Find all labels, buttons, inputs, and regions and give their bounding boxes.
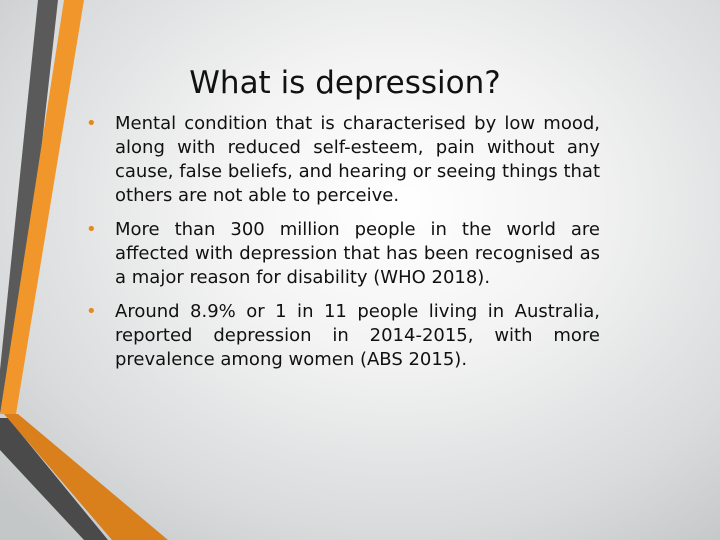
bullet-item [86, 300, 600, 372]
bullet-text: Around 8.9% or 1 in 11 people living in Australia, reported depression in 2014-2015, with more prevalence among women (ABS 2015). [115, 301, 600, 370]
bullet-text: More than 300 million people in the world are affected with depression that has been recognised as a major reason for disability (WHO 2018). [115, 219, 600, 288]
bullet-marker: • [86, 301, 97, 322]
bullet-marker: • [86, 219, 97, 240]
bullet-list [86, 112, 600, 382]
bullet-text: Mental condition that is characterised by low mood, along with reduced self-esteem, pain without any cause, false beliefs, and hearing or seeing things that others are not able to perceive. [115, 113, 600, 206]
bullet-item [86, 218, 600, 290]
bullet-item [86, 112, 600, 208]
slide-title: What is depression? [189, 65, 501, 101]
bullet-marker: • [86, 113, 97, 134]
